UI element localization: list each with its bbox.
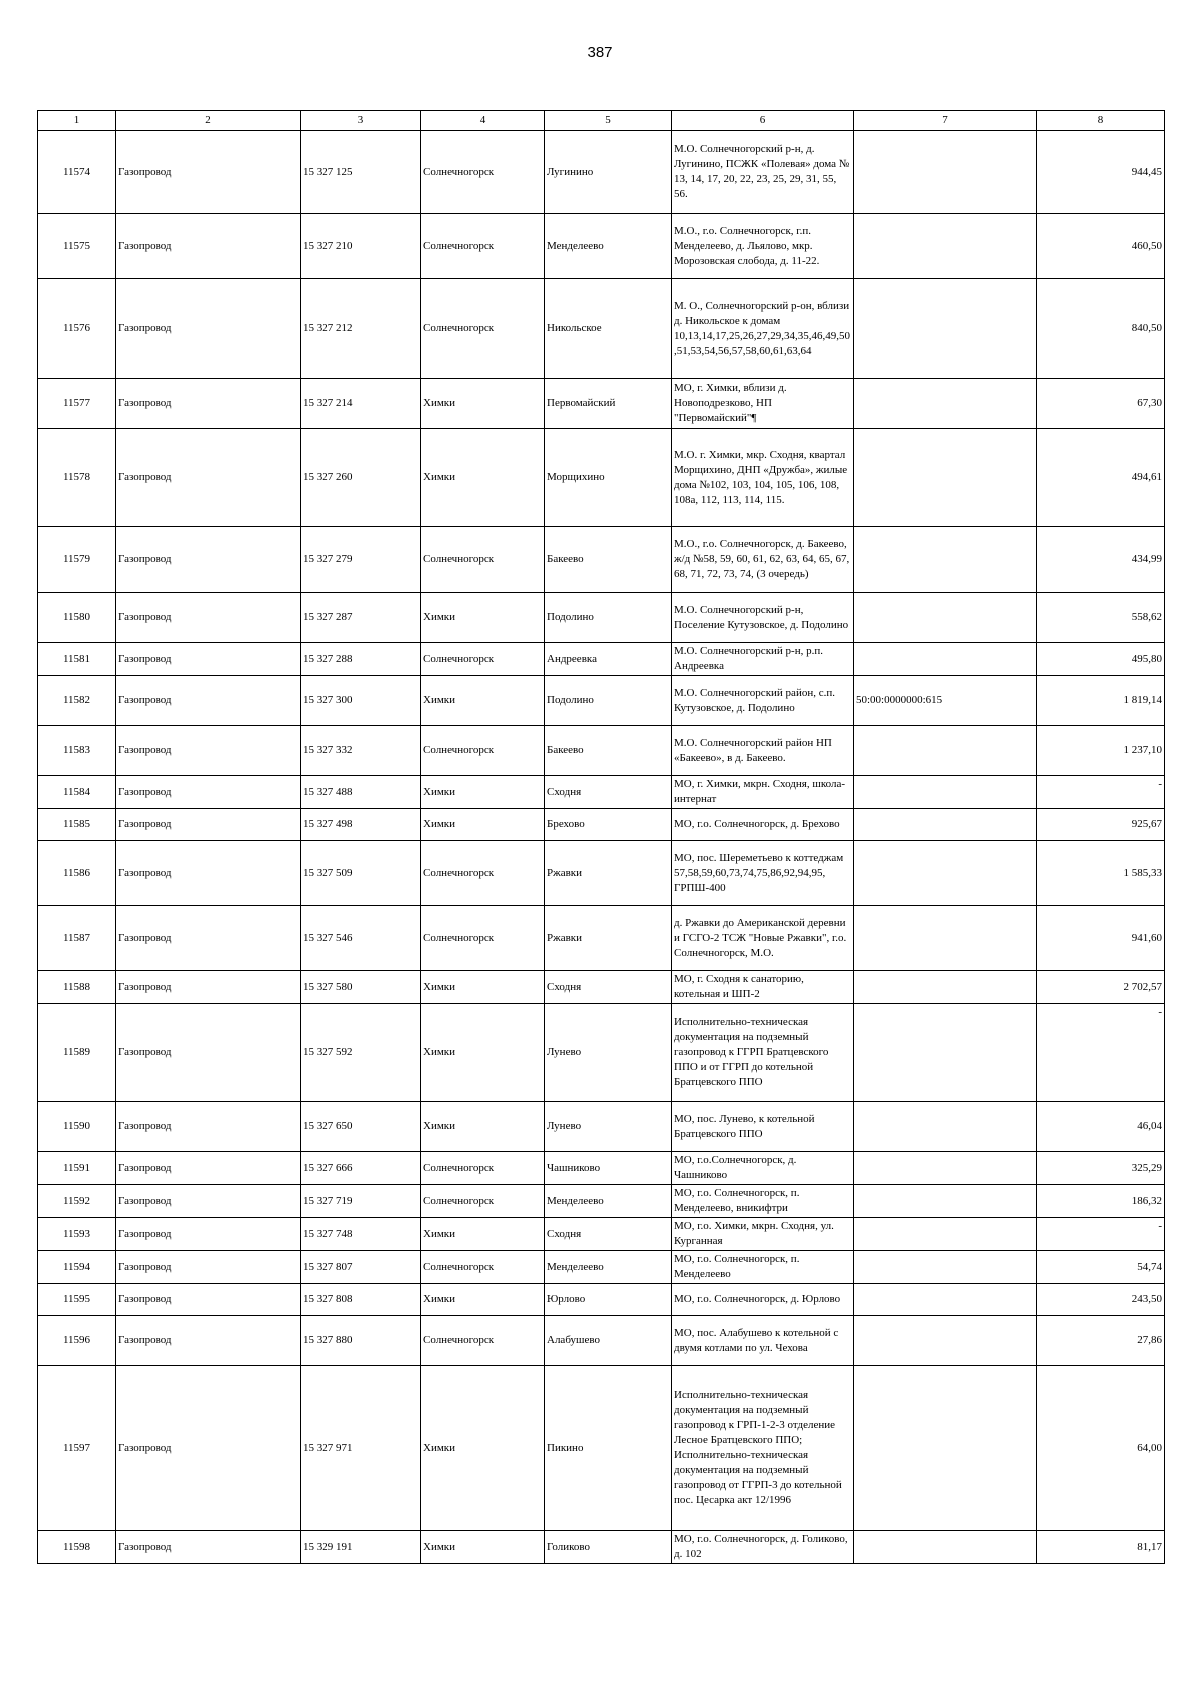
- table-row: [38, 1152, 1165, 1185]
- cadastral-number: [854, 1102, 1037, 1152]
- table-row: [38, 1284, 1165, 1316]
- district-name: Химки: [421, 676, 545, 726]
- row-number: 11583: [38, 726, 116, 776]
- locality-name: Голиково: [545, 1531, 672, 1564]
- locality-name: Ржавки: [545, 841, 672, 906]
- locality-name: Менделеево: [545, 1251, 672, 1284]
- object-name: Газопровод: [116, 214, 301, 279]
- district-name: Солнечногорск: [421, 214, 545, 279]
- object-code: 15 327 650: [301, 1102, 421, 1152]
- object-value: 186,32: [1037, 1185, 1165, 1218]
- table-row: [38, 841, 1165, 906]
- row-number: 11593: [38, 1218, 116, 1251]
- table-row: [38, 776, 1165, 809]
- table-row: [38, 676, 1165, 726]
- row-number: 11580: [38, 593, 116, 643]
- row-number: 11582: [38, 676, 116, 726]
- row-number: 11585: [38, 809, 116, 841]
- object-address: Исполнительно-техническая документация на подземный газопровод к ГГРП Братцевского ППО и от ГГРП до котельной Братцевского ППО: [672, 1004, 854, 1102]
- row-number: 11589: [38, 1004, 116, 1102]
- district-name: Солнечногорск: [421, 726, 545, 776]
- locality-name: Подолино: [545, 676, 672, 726]
- object-code: 15 327 666: [301, 1152, 421, 1185]
- district-name: Солнечногорск: [421, 643, 545, 676]
- object-name: Газопровод: [116, 429, 301, 527]
- object-value: 944,45: [1037, 131, 1165, 214]
- locality-name: Подолино: [545, 593, 672, 643]
- object-code: 15 327 287: [301, 593, 421, 643]
- object-code: 15 327 488: [301, 776, 421, 809]
- object-name: Газопровод: [116, 841, 301, 906]
- object-value: 840,50: [1037, 279, 1165, 379]
- object-value: 558,62: [1037, 593, 1165, 643]
- object-code: 15 327 580: [301, 971, 421, 1004]
- cadastral-number: [854, 726, 1037, 776]
- locality-name: Андреевка: [545, 643, 672, 676]
- object-value: 46,04: [1037, 1102, 1165, 1152]
- object-code: 15 327 332: [301, 726, 421, 776]
- row-number: 11597: [38, 1366, 116, 1531]
- district-name: Химки: [421, 593, 545, 643]
- locality-name: Менделеево: [545, 1185, 672, 1218]
- object-address: М.О., г.о. Солнечногорск, д. Бакеево, ж/д №58, 59, 60, 61, 62, 63, 64, 65, 67, 68, 71, 72, 73, 74, (3 очередь): [672, 527, 854, 593]
- table-row: [38, 429, 1165, 527]
- table-row: [38, 1251, 1165, 1284]
- object-name: Газопровод: [116, 279, 301, 379]
- cadastral-number: [854, 1284, 1037, 1316]
- locality-name: Сходня: [545, 971, 672, 1004]
- object-name: Газопровод: [116, 1284, 301, 1316]
- locality-name: Лугинино: [545, 131, 672, 214]
- district-name: Химки: [421, 1102, 545, 1152]
- object-address: М.О. Солнечногорский р-н, д. Лугинино, ПСЖК «Полевая» дома № 13, 14, 17, 20, 22, 23, 25, 29, 31, 55, 56.: [672, 131, 854, 214]
- cadastral-number: [854, 279, 1037, 379]
- table-row: [38, 643, 1165, 676]
- object-address: МО, г.о.Солнечногорск, д. Чашниково: [672, 1152, 854, 1185]
- object-name: Газопровод: [116, 1185, 301, 1218]
- district-name: Солнечногорск: [421, 1251, 545, 1284]
- object-code: 15 327 592: [301, 1004, 421, 1102]
- table-row: [38, 527, 1165, 593]
- district-name: Химки: [421, 809, 545, 841]
- object-name: Газопровод: [116, 1152, 301, 1185]
- object-name: Газопровод: [116, 726, 301, 776]
- cadastral-number: [854, 841, 1037, 906]
- cadastral-number: [854, 1366, 1037, 1531]
- object-code: 15 327 260: [301, 429, 421, 527]
- object-name: Газопровод: [116, 1218, 301, 1251]
- object-address: М.О. Солнечногорский район НП «Бакеево», в д. Бакеево.: [672, 726, 854, 776]
- object-name: Газопровод: [116, 1004, 301, 1102]
- district-name: Химки: [421, 429, 545, 527]
- object-code: 15 327 125: [301, 131, 421, 214]
- row-number: 11576: [38, 279, 116, 379]
- object-address: М.О. Солнечногорский р-н, Поселение Кутузовское, д. Подолино: [672, 593, 854, 643]
- object-code: 15 327 546: [301, 906, 421, 971]
- district-name: Химки: [421, 971, 545, 1004]
- row-number: 11579: [38, 527, 116, 593]
- cadastral-number: [854, 971, 1037, 1004]
- object-address: МО, г.о. Солнечногорск, п. Менделеево, вникифтри: [672, 1185, 854, 1218]
- table-row: [38, 593, 1165, 643]
- object-address: МО, пос. Алабушево к котельной с двумя котлами по ул. Чехова: [672, 1316, 854, 1366]
- row-number: 11592: [38, 1185, 116, 1218]
- cadastral-number: [854, 1152, 1037, 1185]
- object-value: 434,99: [1037, 527, 1165, 593]
- district-name: Солнечногорск: [421, 1185, 545, 1218]
- object-code: 15 327 300: [301, 676, 421, 726]
- object-name: Газопровод: [116, 593, 301, 643]
- locality-name: Первомайский: [545, 379, 672, 429]
- row-number: 11581: [38, 643, 116, 676]
- object-code: 15 327 880: [301, 1316, 421, 1366]
- object-code: 15 327 808: [301, 1284, 421, 1316]
- locality-name: Лунево: [545, 1102, 672, 1152]
- object-address: М. О., Солнечногорский р-он, вблизи д. Никольское к домам 10,13,14,17,25,26,27,29,34,35,46,49,50,51,53,54,56,57,58,60,61,63,64: [672, 279, 854, 379]
- object-code: 15 327 719: [301, 1185, 421, 1218]
- object-value: 1 237,10: [1037, 726, 1165, 776]
- object-address: МО, пос. Лунево, к котельной Братцевского ППО: [672, 1102, 854, 1152]
- column-header: 7: [854, 111, 1037, 131]
- cadastral-number: [854, 593, 1037, 643]
- object-name: Газопровод: [116, 1251, 301, 1284]
- object-value: 925,67: [1037, 809, 1165, 841]
- object-address: МО, г.о. Химки, мкрн. Сходня, ул. Курганная: [672, 1218, 854, 1251]
- object-value: 1 819,14: [1037, 676, 1165, 726]
- row-number: 11587: [38, 906, 116, 971]
- district-name: Химки: [421, 1284, 545, 1316]
- table-row: [38, 214, 1165, 279]
- row-number: 11591: [38, 1152, 116, 1185]
- object-name: Газопровод: [116, 1366, 301, 1531]
- object-value: 494,61: [1037, 429, 1165, 527]
- object-address: Исполнительно-техническая документация на подземный газопровод к ГРП-1-2-3 отделение Лесное Братцевского ППО; Исполнительно-техническая документация на подземный газопровод от ГГРП-3 до котельной пос. Цесарка акт 12/1996: [672, 1366, 854, 1531]
- district-name: Химки: [421, 1366, 545, 1531]
- cadastral-number: [854, 1004, 1037, 1102]
- table-row: [38, 1366, 1165, 1531]
- object-code: 15 327 807: [301, 1251, 421, 1284]
- object-value: -: [1037, 1218, 1165, 1251]
- registry-table: [37, 110, 1165, 1564]
- column-header: 3: [301, 111, 421, 131]
- object-code: 15 327 748: [301, 1218, 421, 1251]
- object-name: Газопровод: [116, 1531, 301, 1564]
- object-name: Газопровод: [116, 643, 301, 676]
- row-number: 11590: [38, 1102, 116, 1152]
- object-address: МО, г.о. Солнечногорск, д. Голиково, д. 102: [672, 1531, 854, 1564]
- cadastral-number: [854, 1251, 1037, 1284]
- object-address: МО, г. Сходня к санаторию, котельная и ШП-2: [672, 971, 854, 1004]
- row-number: 11588: [38, 971, 116, 1004]
- row-number: 11577: [38, 379, 116, 429]
- cadastral-number: [854, 643, 1037, 676]
- object-value: 495,80: [1037, 643, 1165, 676]
- header-row: [38, 111, 1165, 131]
- object-address: МО, г.о. Солнечногорск, д. Брехово: [672, 809, 854, 841]
- object-address: МО, г.о. Солнечногорск, д. Юрлово: [672, 1284, 854, 1316]
- district-name: Химки: [421, 379, 545, 429]
- row-number: 11586: [38, 841, 116, 906]
- object-name: Газопровод: [116, 906, 301, 971]
- object-value: 941,60: [1037, 906, 1165, 971]
- object-value: 243,50: [1037, 1284, 1165, 1316]
- object-address: М.О. Солнечногорский район, с.п. Кутузовское, д. Подолино: [672, 676, 854, 726]
- object-value: 2 702,57: [1037, 971, 1165, 1004]
- object-value: 64,00: [1037, 1366, 1165, 1531]
- object-code: 15 327 212: [301, 279, 421, 379]
- object-address: М.О. Солнечногорский р-н, р.п. Андреевка: [672, 643, 854, 676]
- column-header: 4: [421, 111, 545, 131]
- row-number: 11584: [38, 776, 116, 809]
- object-code: 15 327 214: [301, 379, 421, 429]
- object-name: Газопровод: [116, 131, 301, 214]
- object-address: д. Ржавки до Американской деревни и ГСГО-2 ТСЖ "Новые Ржавки", г.о. Солнечногорск, М.О.: [672, 906, 854, 971]
- row-number: 11595: [38, 1284, 116, 1316]
- object-name: Газопровод: [116, 1316, 301, 1366]
- locality-name: Менделеево: [545, 214, 672, 279]
- object-name: Газопровод: [116, 776, 301, 809]
- object-address: МО, г.о. Солнечногорск, п. Менделеево: [672, 1251, 854, 1284]
- cadastral-number: [854, 776, 1037, 809]
- table-row: [38, 1316, 1165, 1366]
- object-code: 15 327 498: [301, 809, 421, 841]
- object-code: 15 327 971: [301, 1366, 421, 1531]
- object-code: 15 327 288: [301, 643, 421, 676]
- column-header: 5: [545, 111, 672, 131]
- district-name: Солнечногорск: [421, 1316, 545, 1366]
- object-value: -: [1037, 1004, 1165, 1102]
- column-header: 8: [1037, 111, 1165, 131]
- column-header: 6: [672, 111, 854, 131]
- object-code: 15 329 191: [301, 1531, 421, 1564]
- cadastral-number: [854, 1185, 1037, 1218]
- column-header: 1: [38, 111, 116, 131]
- object-address: МО, пос. Шереметьево к коттеджам 57,58,59,60,73,74,75,86,92,94,95, ГРПШ-400: [672, 841, 854, 906]
- locality-name: Бакеево: [545, 726, 672, 776]
- table-row: [38, 1004, 1165, 1102]
- object-code: 15 327 279: [301, 527, 421, 593]
- row-number: 11594: [38, 1251, 116, 1284]
- object-address: М.О., г.о. Солнечногорск, г.п. Менделеево, д. Льялово, мкр. Морозовская слобода, д. 11-22.: [672, 214, 854, 279]
- locality-name: Юрлово: [545, 1284, 672, 1316]
- district-name: Солнечногорск: [421, 1152, 545, 1185]
- cadastral-number: [854, 906, 1037, 971]
- object-code: 15 327 210: [301, 214, 421, 279]
- object-code: 15 327 509: [301, 841, 421, 906]
- cadastral-number: [854, 131, 1037, 214]
- column-header: 2: [116, 111, 301, 131]
- table-row: [38, 906, 1165, 971]
- locality-name: Сходня: [545, 1218, 672, 1251]
- cadastral-number: [854, 379, 1037, 429]
- cadastral-number: [854, 429, 1037, 527]
- table-row: [38, 131, 1165, 214]
- object-value: 325,29: [1037, 1152, 1165, 1185]
- row-number: 11596: [38, 1316, 116, 1366]
- locality-name: Ржавки: [545, 906, 672, 971]
- cadastral-number: [854, 527, 1037, 593]
- object-address: М.О. г. Химки, мкр. Сходня, квартал Морщихино, ДНП «Дружба», жилые дома №102, 103, 104, 105, 106, 108, 108а, 112, 113, 114, 115.: [672, 429, 854, 527]
- object-address: МО, г. Химки, мкрн. Сходня, школа-интернат: [672, 776, 854, 809]
- table-header: [38, 111, 1165, 131]
- table-row: [38, 1531, 1165, 1564]
- table-row: [38, 971, 1165, 1004]
- district-name: Химки: [421, 1531, 545, 1564]
- locality-name: Бакеево: [545, 527, 672, 593]
- locality-name: Алабушево: [545, 1316, 672, 1366]
- table-row: [38, 1185, 1165, 1218]
- table-row: [38, 726, 1165, 776]
- table-row: [38, 279, 1165, 379]
- object-value: 27,86: [1037, 1316, 1165, 1366]
- table-body: [38, 131, 1165, 1564]
- page-number: 387: [587, 44, 613, 61]
- district-name: Солнечногорск: [421, 906, 545, 971]
- object-name: Газопровод: [116, 971, 301, 1004]
- cadastral-number: 50:00:0000000:615: [854, 676, 1037, 726]
- object-value: -: [1037, 776, 1165, 809]
- cadastral-number: [854, 1218, 1037, 1251]
- table-row: [38, 809, 1165, 841]
- object-address: МО, г. Химки, вблизи д. Новоподрезково, НП "Первомайский"¶: [672, 379, 854, 429]
- district-name: Химки: [421, 1218, 545, 1251]
- object-value: 460,50: [1037, 214, 1165, 279]
- locality-name: Лунево: [545, 1004, 672, 1102]
- object-value: 1 585,33: [1037, 841, 1165, 906]
- object-name: Газопровод: [116, 527, 301, 593]
- district-name: Химки: [421, 776, 545, 809]
- object-name: Газопровод: [116, 379, 301, 429]
- locality-name: Сходня: [545, 776, 672, 809]
- district-name: Солнечногорск: [421, 279, 545, 379]
- row-number: 11598: [38, 1531, 116, 1564]
- object-name: Газопровод: [116, 676, 301, 726]
- row-number: 11574: [38, 131, 116, 214]
- cadastral-number: [854, 214, 1037, 279]
- object-value: 54,74: [1037, 1251, 1165, 1284]
- district-name: Химки: [421, 1004, 545, 1102]
- object-value: 81,17: [1037, 1531, 1165, 1564]
- row-number: 11578: [38, 429, 116, 527]
- cadastral-number: [854, 809, 1037, 841]
- cadastral-number: [854, 1531, 1037, 1564]
- locality-name: Брехово: [545, 809, 672, 841]
- object-name: Газопровод: [116, 1102, 301, 1152]
- object-value: 67,30: [1037, 379, 1165, 429]
- locality-name: Чашниково: [545, 1152, 672, 1185]
- row-number: 11575: [38, 214, 116, 279]
- locality-name: Никольское: [545, 279, 672, 379]
- district-name: Солнечногорск: [421, 131, 545, 214]
- object-name: Газопровод: [116, 809, 301, 841]
- locality-name: Морщихино: [545, 429, 672, 527]
- cadastral-number: [854, 1316, 1037, 1366]
- locality-name: Пикино: [545, 1366, 672, 1531]
- table-row: [38, 1218, 1165, 1251]
- table-row: [38, 1102, 1165, 1152]
- district-name: Солнечногорск: [421, 841, 545, 906]
- district-name: Солнечногорск: [421, 527, 545, 593]
- table-row: [38, 379, 1165, 429]
